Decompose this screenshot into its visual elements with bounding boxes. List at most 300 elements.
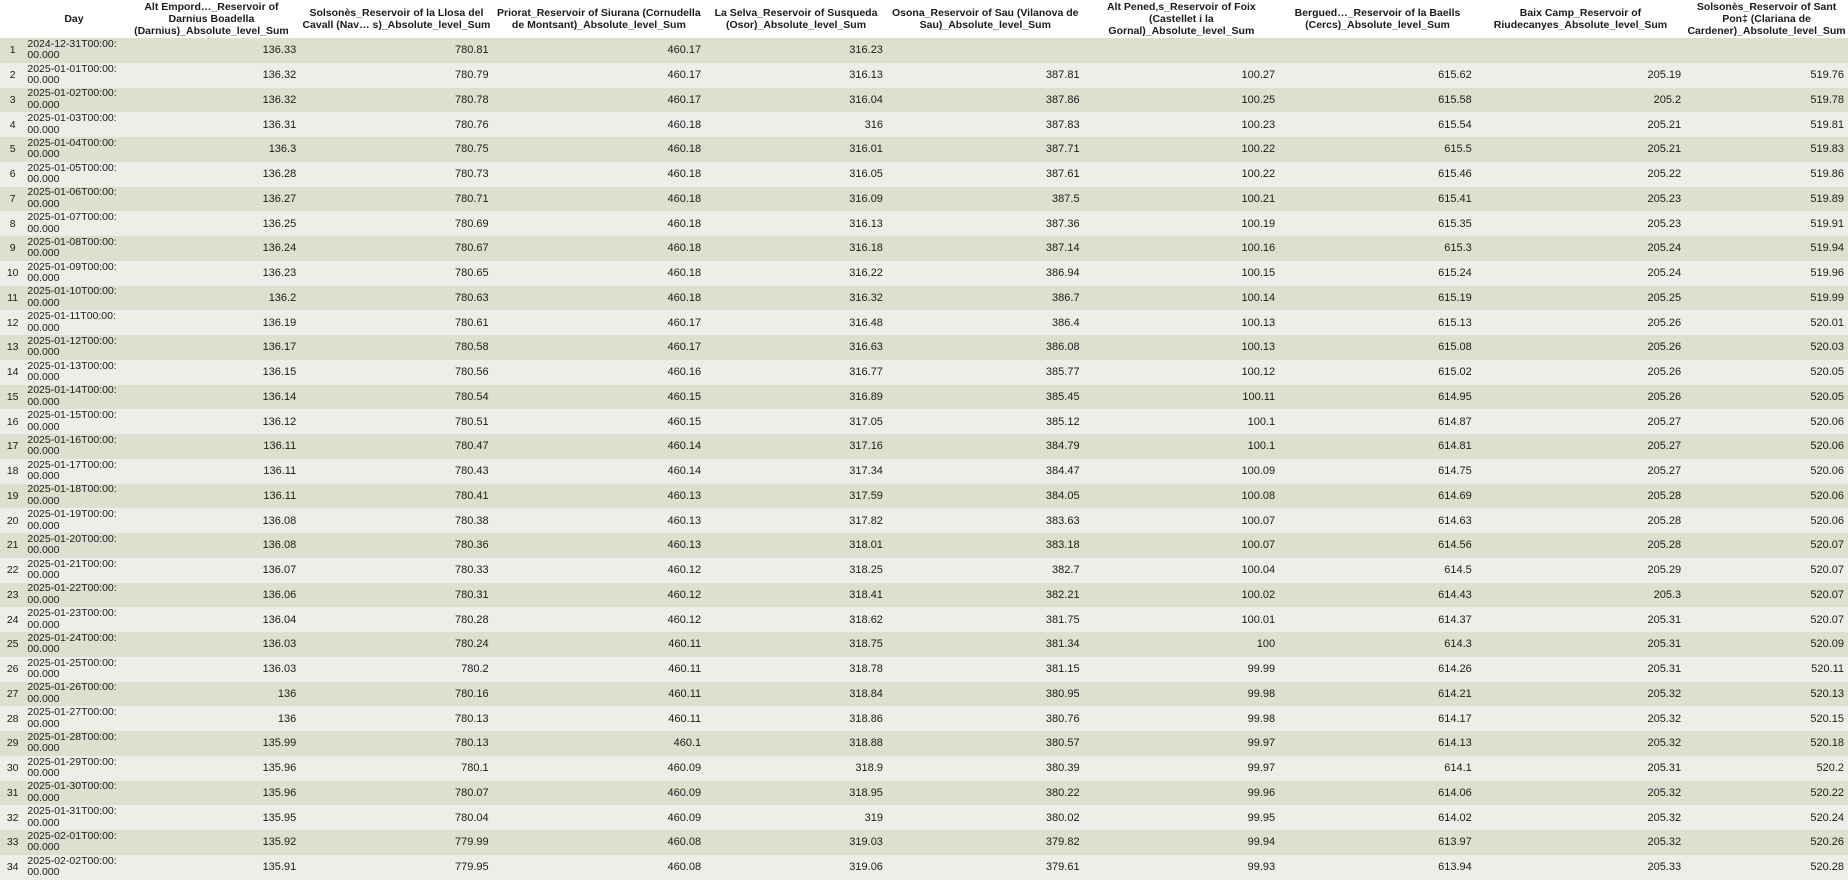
siurana-cell: 460.08 [493, 830, 705, 855]
foix-cell: 100 [1084, 632, 1280, 657]
sau-cell: 385.12 [887, 409, 1084, 434]
darnius-cell: 136.14 [123, 385, 301, 410]
darnius-cell: 136 [123, 706, 301, 731]
susqueda-cell: 318.9 [705, 756, 887, 781]
table-row[interactable] [0, 162, 1848, 187]
sau-cell: 380.22 [887, 781, 1084, 806]
foix-cell: 100.16 [1084, 236, 1280, 261]
table-row[interactable] [0, 63, 1848, 88]
sau-cell: 380.57 [887, 731, 1084, 756]
siurana-cell: 460.17 [493, 335, 705, 360]
riudecanyes-cell: 205.23 [1476, 187, 1685, 212]
susqueda-cell: 316.09 [705, 187, 887, 212]
foix-cell: 99.97 [1084, 756, 1280, 781]
siurana-cell: 460.17 [493, 88, 705, 113]
sau-cell: 386.94 [887, 261, 1084, 286]
llosa-del-cavall-cell: 780.31 [300, 583, 492, 608]
la-baells-cell: 614.87 [1279, 409, 1476, 434]
table-row[interactable] [0, 137, 1848, 162]
la-baells-cell: 614.37 [1279, 607, 1476, 632]
row-index: 21 [0, 533, 25, 558]
foix-cell: 100.22 [1084, 162, 1280, 187]
sant-ponc-cell: 519.99 [1685, 286, 1848, 311]
column-header-llosa-del-cavall[interactable]: Solsonès_Reservoir of la Llosa del Cavall (Nav… s)_Absolute_level_Sum [300, 0, 492, 38]
la-baells-cell: 614.69 [1279, 484, 1476, 509]
siurana-cell: 460.09 [493, 805, 705, 830]
sant-ponc-cell: 520.07 [1685, 607, 1848, 632]
table-row[interactable] [0, 657, 1848, 682]
table-row[interactable] [0, 310, 1848, 335]
day-cell: 2025-01-11T00:00:00.000 [25, 310, 122, 335]
llosa-del-cavall-cell: 780.75 [300, 137, 492, 162]
row-index: 5 [0, 137, 25, 162]
day-cell: 2025-02-01T00:00:00.000 [25, 830, 122, 855]
table-row[interactable] [0, 855, 1848, 880]
column-header-susqueda[interactable]: La Selva_Reservoir of Susqueda (Osor)_Absolute_level_Sum [705, 0, 887, 38]
sant-ponc-cell: 520.06 [1685, 508, 1848, 533]
sau-cell: 387.71 [887, 137, 1084, 162]
sant-ponc-cell: 520.2 [1685, 756, 1848, 781]
sau-cell: 384.05 [887, 484, 1084, 509]
darnius-cell: 136.25 [123, 211, 301, 236]
susqueda-cell: 318.01 [705, 533, 887, 558]
sant-ponc-cell: 519.86 [1685, 162, 1848, 187]
siurana-cell: 460.15 [493, 385, 705, 410]
riudecanyes-cell: 205.27 [1476, 459, 1685, 484]
row-index: 17 [0, 434, 25, 459]
sant-ponc-cell: 520.28 [1685, 855, 1848, 880]
riudecanyes-cell: 205.21 [1476, 137, 1685, 162]
riudecanyes-cell: 205.19 [1476, 63, 1685, 88]
table-row[interactable] [0, 335, 1848, 360]
llosa-del-cavall-cell: 780.61 [300, 310, 492, 335]
foix-cell: 100.15 [1084, 261, 1280, 286]
riudecanyes-cell: 205.32 [1476, 805, 1685, 830]
sant-ponc-cell: 520.06 [1685, 409, 1848, 434]
table-row[interactable] [0, 187, 1848, 212]
darnius-cell: 136.07 [123, 558, 301, 583]
llosa-del-cavall-cell: 780.56 [300, 360, 492, 385]
susqueda-cell: 318.25 [705, 558, 887, 583]
susqueda-cell: 317.82 [705, 508, 887, 533]
darnius-cell: 136.03 [123, 657, 301, 682]
darnius-cell: 136.2 [123, 286, 301, 311]
foix-cell: 99.96 [1084, 781, 1280, 806]
llosa-del-cavall-cell: 780.65 [300, 261, 492, 286]
susqueda-cell: 319.06 [705, 855, 887, 880]
llosa-del-cavall-cell: 780.13 [300, 731, 492, 756]
day-cell: 2025-01-24T00:00:00.000 [25, 632, 122, 657]
riudecanyes-cell: 205.32 [1476, 682, 1685, 707]
darnius-cell: 136.17 [123, 335, 301, 360]
siurana-cell: 460.14 [493, 459, 705, 484]
la-baells-cell: 614.43 [1279, 583, 1476, 608]
llosa-del-cavall-cell: 780.24 [300, 632, 492, 657]
day-cell: 2025-01-30T00:00:00.000 [25, 781, 122, 806]
sant-ponc-cell: 520.07 [1685, 583, 1848, 608]
row-index: 24 [0, 607, 25, 632]
sant-ponc-cell: 519.96 [1685, 261, 1848, 286]
siurana-cell: 460.11 [493, 657, 705, 682]
sau-cell: 382.7 [887, 558, 1084, 583]
darnius-cell: 136.3 [123, 137, 301, 162]
day-cell: 2025-01-18T00:00:00.000 [25, 484, 122, 509]
darnius-cell: 135.92 [123, 830, 301, 855]
day-cell: 2025-01-23T00:00:00.000 [25, 607, 122, 632]
siurana-cell: 460.13 [493, 508, 705, 533]
day-cell: 2025-01-06T00:00:00.000 [25, 187, 122, 212]
susqueda-cell: 316.05 [705, 162, 887, 187]
sant-ponc-cell: 520.22 [1685, 781, 1848, 806]
darnius-cell: 136.06 [123, 583, 301, 608]
sau-cell: 387.83 [887, 112, 1084, 137]
row-index: 14 [0, 360, 25, 385]
darnius-cell: 135.96 [123, 756, 301, 781]
llosa-del-cavall-cell: 780.58 [300, 335, 492, 360]
column-header-riudecanyes[interactable]: Baix Camp_Reservoir of Riudecanyes_Absolute_level_Sum [1476, 0, 1685, 38]
sau-cell: 383.63 [887, 508, 1084, 533]
darnius-cell: 135.91 [123, 855, 301, 880]
sau-cell: 380.02 [887, 805, 1084, 830]
susqueda-cell: 318.84 [705, 682, 887, 707]
foix-cell [1084, 38, 1280, 63]
row-index: 22 [0, 558, 25, 583]
foix-cell: 100.14 [1084, 286, 1280, 311]
sant-ponc-cell: 520.11 [1685, 657, 1848, 682]
darnius-cell: 136.08 [123, 508, 301, 533]
riudecanyes-cell: 205.3 [1476, 583, 1685, 608]
susqueda-cell: 316.18 [705, 236, 887, 261]
siurana-cell: 460.18 [493, 261, 705, 286]
la-baells-cell: 614.3 [1279, 632, 1476, 657]
column-header-day[interactable]: Day [25, 0, 122, 38]
susqueda-cell: 316.13 [705, 211, 887, 236]
susqueda-cell: 318.78 [705, 657, 887, 682]
table-row[interactable] [0, 360, 1848, 385]
llosa-del-cavall-cell: 780.1 [300, 756, 492, 781]
darnius-cell: 136.11 [123, 434, 301, 459]
sau-cell: 387.61 [887, 162, 1084, 187]
day-cell: 2025-01-28T00:00:00.000 [25, 731, 122, 756]
foix-cell: 100.02 [1084, 583, 1280, 608]
day-cell: 2025-01-15T00:00:00.000 [25, 409, 122, 434]
darnius-cell: 136.15 [123, 360, 301, 385]
llosa-del-cavall-cell: 779.99 [300, 830, 492, 855]
table-row[interactable] [0, 508, 1848, 533]
day-cell: 2025-01-01T00:00:00.000 [25, 63, 122, 88]
column-header-la-baells[interactable]: Bergued…_Reservoir of la Baells (Cercs)_Absolute_level_Sum [1279, 0, 1476, 38]
foix-cell: 100.27 [1084, 63, 1280, 88]
foix-cell: 99.97 [1084, 731, 1280, 756]
la-baells-cell: 615.58 [1279, 88, 1476, 113]
day-cell: 2025-01-21T00:00:00.000 [25, 558, 122, 583]
darnius-cell: 135.96 [123, 781, 301, 806]
table-row[interactable] [0, 558, 1848, 583]
sant-ponc-cell: 520.07 [1685, 533, 1848, 558]
table-row[interactable] [0, 459, 1848, 484]
sau-cell: 386.4 [887, 310, 1084, 335]
riudecanyes-cell: 205.24 [1476, 236, 1685, 261]
susqueda-cell: 318.86 [705, 706, 887, 731]
foix-cell: 99.98 [1084, 682, 1280, 707]
la-baells-cell: 615.19 [1279, 286, 1476, 311]
la-baells-cell: 614.06 [1279, 781, 1476, 806]
siurana-cell: 460.17 [493, 310, 705, 335]
row-index: 6 [0, 162, 25, 187]
table-row[interactable] [0, 38, 1848, 63]
table-row[interactable] [0, 830, 1848, 855]
table-row[interactable] [0, 88, 1848, 113]
riudecanyes-cell: 205.25 [1476, 286, 1685, 311]
sant-ponc-cell: 520.15 [1685, 706, 1848, 731]
sau-cell: 381.15 [887, 657, 1084, 682]
la-baells-cell: 614.5 [1279, 558, 1476, 583]
sau-cell: 381.34 [887, 632, 1084, 657]
susqueda-cell: 316.77 [705, 360, 887, 385]
row-index: 26 [0, 657, 25, 682]
row-index: 16 [0, 409, 25, 434]
sau-cell: 384.79 [887, 434, 1084, 459]
riudecanyes-cell: 205.27 [1476, 409, 1685, 434]
llosa-del-cavall-cell: 780.04 [300, 805, 492, 830]
sau-cell: 386.7 [887, 286, 1084, 311]
table-row[interactable] [0, 805, 1848, 830]
row-index: 30 [0, 756, 25, 781]
sant-ponc-cell: 520.09 [1685, 632, 1848, 657]
siurana-cell: 460.13 [493, 533, 705, 558]
table-row[interactable] [0, 533, 1848, 558]
column-header-siurana[interactable]: Priorat_Reservoir of Siurana (Cornudella de Montsant)_Absolute_level_Sum [493, 0, 705, 38]
table-row[interactable] [0, 756, 1848, 781]
llosa-del-cavall-cell: 780.51 [300, 409, 492, 434]
siurana-cell: 460.09 [493, 756, 705, 781]
la-baells-cell: 615.13 [1279, 310, 1476, 335]
la-baells-cell: 615.62 [1279, 63, 1476, 88]
sant-ponc-cell: 519.94 [1685, 236, 1848, 261]
la-baells-cell: 615.02 [1279, 360, 1476, 385]
riudecanyes-cell: 205.21 [1476, 112, 1685, 137]
foix-cell: 99.94 [1084, 830, 1280, 855]
la-baells-cell: 615.3 [1279, 236, 1476, 261]
table-row[interactable] [0, 583, 1848, 608]
sau-cell: 379.82 [887, 830, 1084, 855]
day-cell: 2025-01-22T00:00:00.000 [25, 583, 122, 608]
susqueda-cell: 316.48 [705, 310, 887, 335]
day-cell: 2025-01-02T00:00:00.000 [25, 88, 122, 113]
riudecanyes-cell: 205.31 [1476, 632, 1685, 657]
llosa-del-cavall-cell: 780.73 [300, 162, 492, 187]
row-index: 32 [0, 805, 25, 830]
foix-cell: 100.13 [1084, 335, 1280, 360]
la-baells-cell: 614.56 [1279, 533, 1476, 558]
day-cell: 2025-01-31T00:00:00.000 [25, 805, 122, 830]
riudecanyes-cell: 205.31 [1476, 756, 1685, 781]
table-row[interactable] [0, 632, 1848, 657]
sau-cell: 385.77 [887, 360, 1084, 385]
table-row[interactable] [0, 236, 1848, 261]
riudecanyes-cell: 205.26 [1476, 385, 1685, 410]
column-header-sant-ponc[interactable]: Solsonès_Reservoir of Sant Pon‡ (Clariana de Cardener)_Absolute_level_Sum [1685, 0, 1848, 38]
la-baells-cell: 615.24 [1279, 261, 1476, 286]
foix-cell: 100.11 [1084, 385, 1280, 410]
llosa-del-cavall-cell: 780.67 [300, 236, 492, 261]
susqueda-cell: 319.03 [705, 830, 887, 855]
sant-ponc-cell: 520.01 [1685, 310, 1848, 335]
table-header-row [0, 0, 1848, 38]
day-cell: 2025-02-02T00:00:00.000 [25, 855, 122, 880]
riudecanyes-cell: 205.24 [1476, 261, 1685, 286]
table-row[interactable] [0, 211, 1848, 236]
sant-ponc-cell: 520.24 [1685, 805, 1848, 830]
day-cell: 2025-01-20T00:00:00.000 [25, 533, 122, 558]
siurana-cell: 460.18 [493, 137, 705, 162]
table-row[interactable] [0, 385, 1848, 410]
darnius-cell: 136 [123, 682, 301, 707]
la-baells-cell: 614.63 [1279, 508, 1476, 533]
riudecanyes-cell: 205.26 [1476, 335, 1685, 360]
foix-cell: 99.95 [1084, 805, 1280, 830]
susqueda-cell: 316.04 [705, 88, 887, 113]
table-row[interactable] [0, 607, 1848, 632]
sau-cell: 385.45 [887, 385, 1084, 410]
susqueda-cell: 318.88 [705, 731, 887, 756]
llosa-del-cavall-cell: 780.69 [300, 211, 492, 236]
table-row[interactable] [0, 731, 1848, 756]
siurana-cell: 460.11 [493, 682, 705, 707]
susqueda-cell: 316.01 [705, 137, 887, 162]
la-baells-cell: 614.17 [1279, 706, 1476, 731]
row-index: 20 [0, 508, 25, 533]
row-index: 12 [0, 310, 25, 335]
llosa-del-cavall-cell: 780.81 [300, 38, 492, 63]
susqueda-cell: 316.32 [705, 286, 887, 311]
llosa-del-cavall-cell: 780.2 [300, 657, 492, 682]
table-row[interactable] [0, 706, 1848, 731]
susqueda-cell: 318.62 [705, 607, 887, 632]
darnius-cell: 136.04 [123, 607, 301, 632]
table-row[interactable] [0, 434, 1848, 459]
table-row[interactable] [0, 484, 1848, 509]
table-row[interactable] [0, 112, 1848, 137]
riudecanyes-cell: 205.32 [1476, 781, 1685, 806]
darnius-cell: 136.32 [123, 63, 301, 88]
day-cell: 2025-01-04T00:00:00.000 [25, 137, 122, 162]
sant-ponc-cell: 519.81 [1685, 112, 1848, 137]
sant-ponc-cell: 519.78 [1685, 88, 1848, 113]
darnius-cell: 136.32 [123, 88, 301, 113]
table-row[interactable] [0, 286, 1848, 311]
siurana-cell: 460.17 [493, 63, 705, 88]
darnius-cell: 135.99 [123, 731, 301, 756]
riudecanyes-cell: 205.32 [1476, 706, 1685, 731]
sau-cell: 381.75 [887, 607, 1084, 632]
day-cell: 2025-01-13T00:00:00.000 [25, 360, 122, 385]
siurana-cell: 460.12 [493, 558, 705, 583]
darnius-cell: 136.23 [123, 261, 301, 286]
sant-ponc-cell: 520.03 [1685, 335, 1848, 360]
la-baells-cell [1279, 38, 1476, 63]
la-baells-cell: 613.94 [1279, 855, 1476, 880]
day-cell: 2025-01-05T00:00:00.000 [25, 162, 122, 187]
siurana-cell: 460.14 [493, 434, 705, 459]
susqueda-cell: 317.59 [705, 484, 887, 509]
sant-ponc-cell: 520.05 [1685, 360, 1848, 385]
la-baells-cell: 614.26 [1279, 657, 1476, 682]
la-baells-cell: 614.02 [1279, 805, 1476, 830]
table-row[interactable] [0, 261, 1848, 286]
darnius-cell: 136.11 [123, 459, 301, 484]
llosa-del-cavall-cell: 780.36 [300, 533, 492, 558]
row-index: 19 [0, 484, 25, 509]
riudecanyes-cell: 205.31 [1476, 657, 1685, 682]
riudecanyes-cell: 205.22 [1476, 162, 1685, 187]
foix-cell: 100.13 [1084, 310, 1280, 335]
susqueda-cell: 317.05 [705, 409, 887, 434]
riudecanyes-cell: 205.28 [1476, 533, 1685, 558]
foix-cell: 100.1 [1084, 409, 1280, 434]
day-cell: 2025-01-03T00:00:00.000 [25, 112, 122, 137]
foix-cell: 99.99 [1084, 657, 1280, 682]
table-row[interactable] [0, 781, 1848, 806]
row-index: 27 [0, 682, 25, 707]
darnius-cell: 136.11 [123, 484, 301, 509]
darnius-cell: 136.12 [123, 409, 301, 434]
siurana-cell: 460.12 [493, 583, 705, 608]
row-index: 28 [0, 706, 25, 731]
row-index: 2 [0, 63, 25, 88]
riudecanyes-cell: 205.28 [1476, 508, 1685, 533]
llosa-del-cavall-cell: 780.38 [300, 508, 492, 533]
la-baells-cell: 615.08 [1279, 335, 1476, 360]
day-cell: 2025-01-09T00:00:00.000 [25, 261, 122, 286]
llosa-del-cavall-cell: 780.28 [300, 607, 492, 632]
day-cell: 2025-01-19T00:00:00.000 [25, 508, 122, 533]
foix-cell: 100.07 [1084, 533, 1280, 558]
sant-ponc-cell: 520.18 [1685, 731, 1848, 756]
siurana-cell: 460.1 [493, 731, 705, 756]
darnius-cell: 136.28 [123, 162, 301, 187]
la-baells-cell: 615.35 [1279, 211, 1476, 236]
siurana-cell: 460.18 [493, 162, 705, 187]
darnius-cell: 136.03 [123, 632, 301, 657]
day-cell: 2025-01-29T00:00:00.000 [25, 756, 122, 781]
sau-cell [887, 38, 1084, 63]
row-index: 1 [0, 38, 25, 63]
column-header-sau[interactable]: Osona_Reservoir of Sau (Vilanova de Sau)_Absolute_level_Sum [887, 0, 1084, 38]
llosa-del-cavall-cell: 780.47 [300, 434, 492, 459]
foix-cell: 99.98 [1084, 706, 1280, 731]
susqueda-cell: 316.23 [705, 38, 887, 63]
column-header-darnius[interactable]: Alt Empord…_Reservoir of Darnius Boadella (Darnius)_Absolute_level_Sum [123, 0, 301, 38]
llosa-del-cavall-cell: 780.79 [300, 63, 492, 88]
row-index: 25 [0, 632, 25, 657]
riudecanyes-cell: 205.26 [1476, 360, 1685, 385]
sant-ponc-cell: 519.89 [1685, 187, 1848, 212]
riudecanyes-cell: 205.27 [1476, 434, 1685, 459]
susqueda-cell: 317.16 [705, 434, 887, 459]
foix-cell: 100.09 [1084, 459, 1280, 484]
la-baells-cell: 614.95 [1279, 385, 1476, 410]
sau-cell: 387.86 [887, 88, 1084, 113]
column-header-foix[interactable]: Alt Pened‚s_Reservoir of Foix (Castellet i la Gornal)_Absolute_level_Sum [1084, 0, 1280, 38]
sau-cell: 387.5 [887, 187, 1084, 212]
sant-ponc-cell: 520.05 [1685, 385, 1848, 410]
table-row[interactable] [0, 682, 1848, 707]
table-row[interactable] [0, 409, 1848, 434]
riudecanyes-cell: 205.29 [1476, 558, 1685, 583]
column-header-index[interactable] [0, 0, 25, 38]
sant-ponc-cell: 519.76 [1685, 63, 1848, 88]
